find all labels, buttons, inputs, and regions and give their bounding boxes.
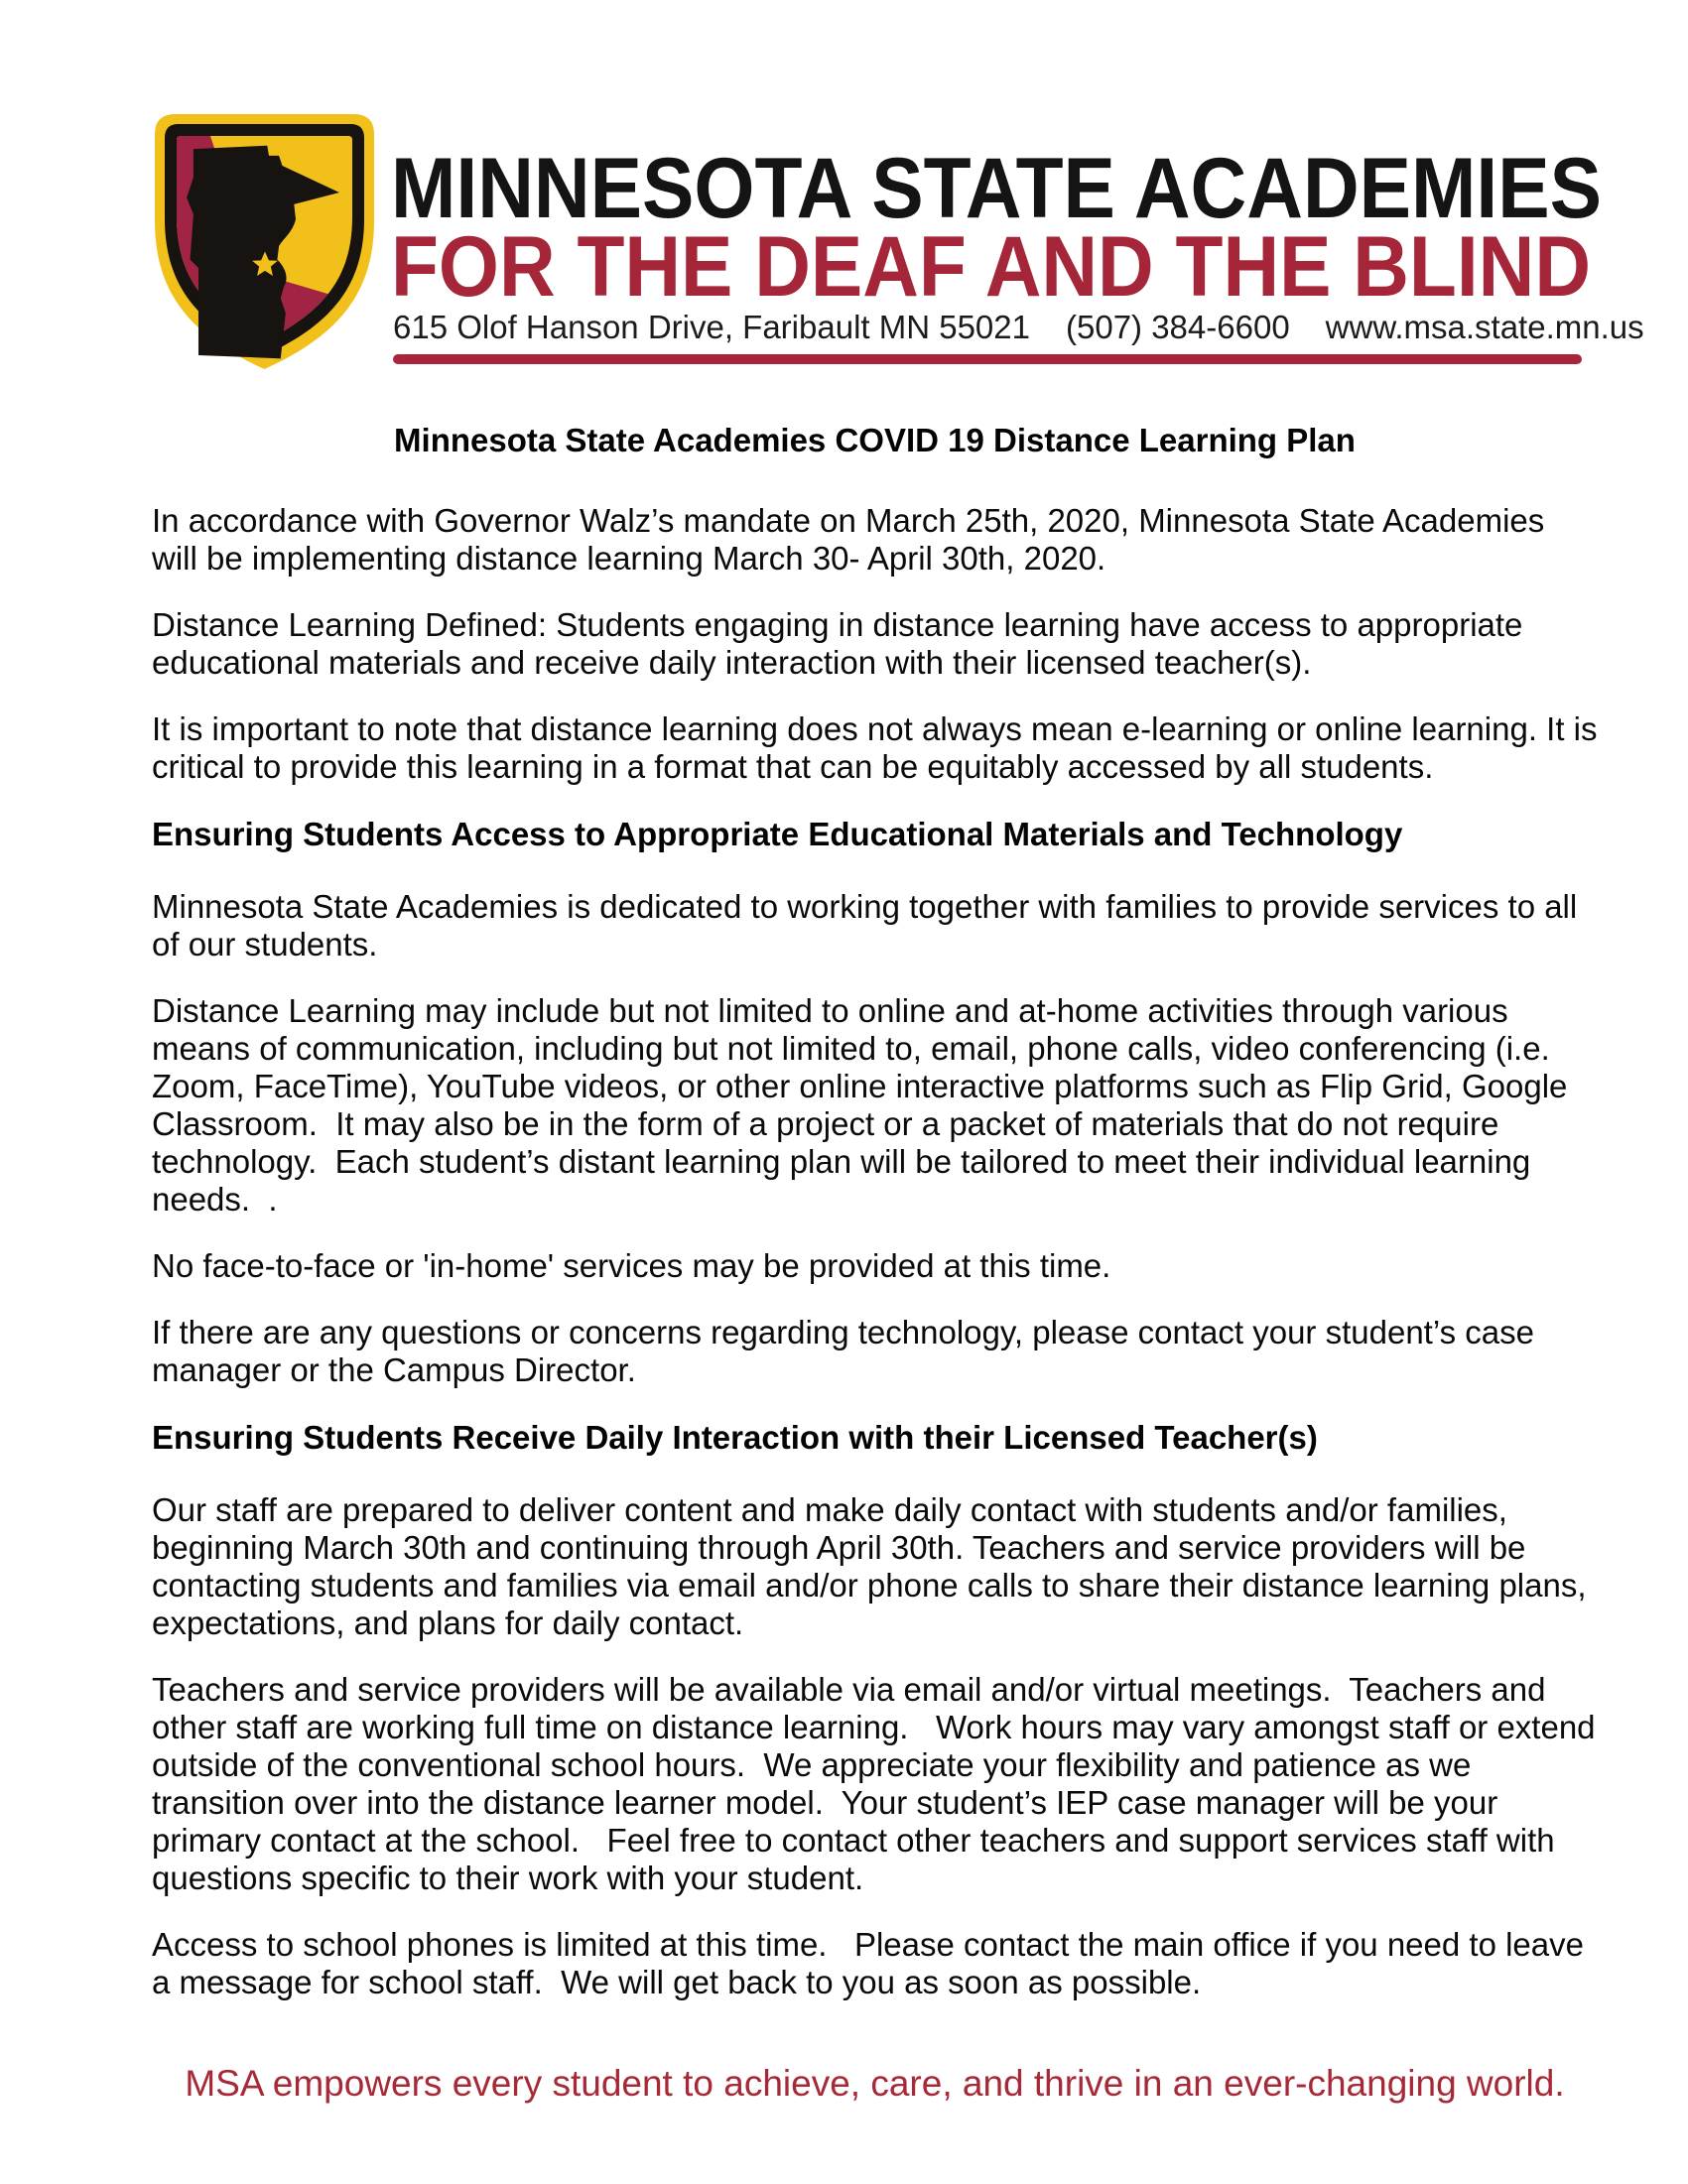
- intro-paragraph-3: It is important to note that distance learning does not always mean e-learning or online learning. It is critical to provide this learning in a format that can be equitably accessed by all students.: [152, 710, 1607, 785]
- msa-shield-logo: [149, 109, 380, 374]
- section1-paragraph-2: Distance Learning may include but not limited to online and at-home activities through various means of communication, including but not limited to, email, phone calls, video conferencing (i.e. Zoom, FaceTime), YouTube videos, or other online interactive platforms such as Flip Grid, Google Classroom. It may also be in the form of a project or a packet of materials that do not require technology. Each student’s distant learning plan will be tailored to meet their individual learning needs. .: [152, 992, 1577, 1218]
- street-address: 615 Olof Hanson Drive, Faribault MN 55021: [393, 309, 1030, 345]
- section-heading-daily-interaction: Ensuring Students Receive Daily Interaction with their Licensed Teacher(s): [152, 1419, 1318, 1456]
- org-name-line1: MINNESOTA STATE ACADEMIES: [391, 149, 1602, 236]
- document-title: Minnesota State Academies COVID 19 Distance Learning Plan: [394, 422, 1356, 458]
- maroon-divider: [393, 354, 1582, 364]
- section1-paragraph-4: If there are any questions or concerns regarding technology, please contact your student’s case manager or the Campus Director.: [152, 1314, 1544, 1388]
- intro-paragraph-2: Distance Learning Defined: Students engaging in distance learning have access to appropriate educational materials and receive daily interaction with their licensed teacher(s).: [152, 606, 1532, 681]
- section2-paragraph-1: Our staff are prepared to deliver content and make daily contact with students and/or families, beginning March 30th and continuing through April 30th. Teachers and service providers will be contacting students and families via email and/or phone calls to share their distance learning plans, expectations, and plans for daily contact.: [152, 1491, 1596, 1641]
- section2-paragraph-3: Access to school phones is limited at this time. Please contact the main office if you need to leave a message for school staff. We will get back to you as soon as possible.: [152, 1926, 1594, 2000]
- section1-paragraph-3: No face-to-face or 'in-home' services may be provided at this time.: [152, 1247, 1111, 1284]
- section1-paragraph-1: Minnesota State Academies is dedicated to working together with families to provide services to all of our students.: [152, 888, 1587, 963]
- org-name-line2: FOR THE DEAF AND THE BLIND: [391, 219, 1591, 308]
- footer-tagline: MSA empowers every student to achieve, care, and thrive in an ever-changing world.: [185, 2063, 1565, 2104]
- section2-paragraph-2: Teachers and service providers will be available via email and/or virtual meetings. Teachers and other staff are working full time on distance learning. Work hours may vary amongst staff or extend outside of the conventional school hours. We appreciate your flexibility and patience as we transition over into the distance learner model. Your student’s IEP case manager will be your primary contact at the school. Feel free to contact other teachers and support services staff with questions specific to their work with your student.: [152, 1671, 1605, 1896]
- org-name: [391, 149, 1607, 308]
- section-heading-materials-technology: Ensuring Students Access to Appropriate Educational Materials and Technology: [152, 816, 1403, 852]
- website-url: www.msa.state.mn.us: [1325, 309, 1644, 345]
- intro-paragraph-1: In accordance with Governor Walz’s mandate on March 25th, 2020, Minnesota State Academies will be implementing distance learning March 30- April 30th, 2020.: [152, 502, 1554, 577]
- address-row: [393, 309, 1644, 345]
- phone-number: (507) 384-6600: [1066, 309, 1290, 345]
- msa-shield-icon: [149, 109, 380, 374]
- document-body: [152, 421, 1607, 2030]
